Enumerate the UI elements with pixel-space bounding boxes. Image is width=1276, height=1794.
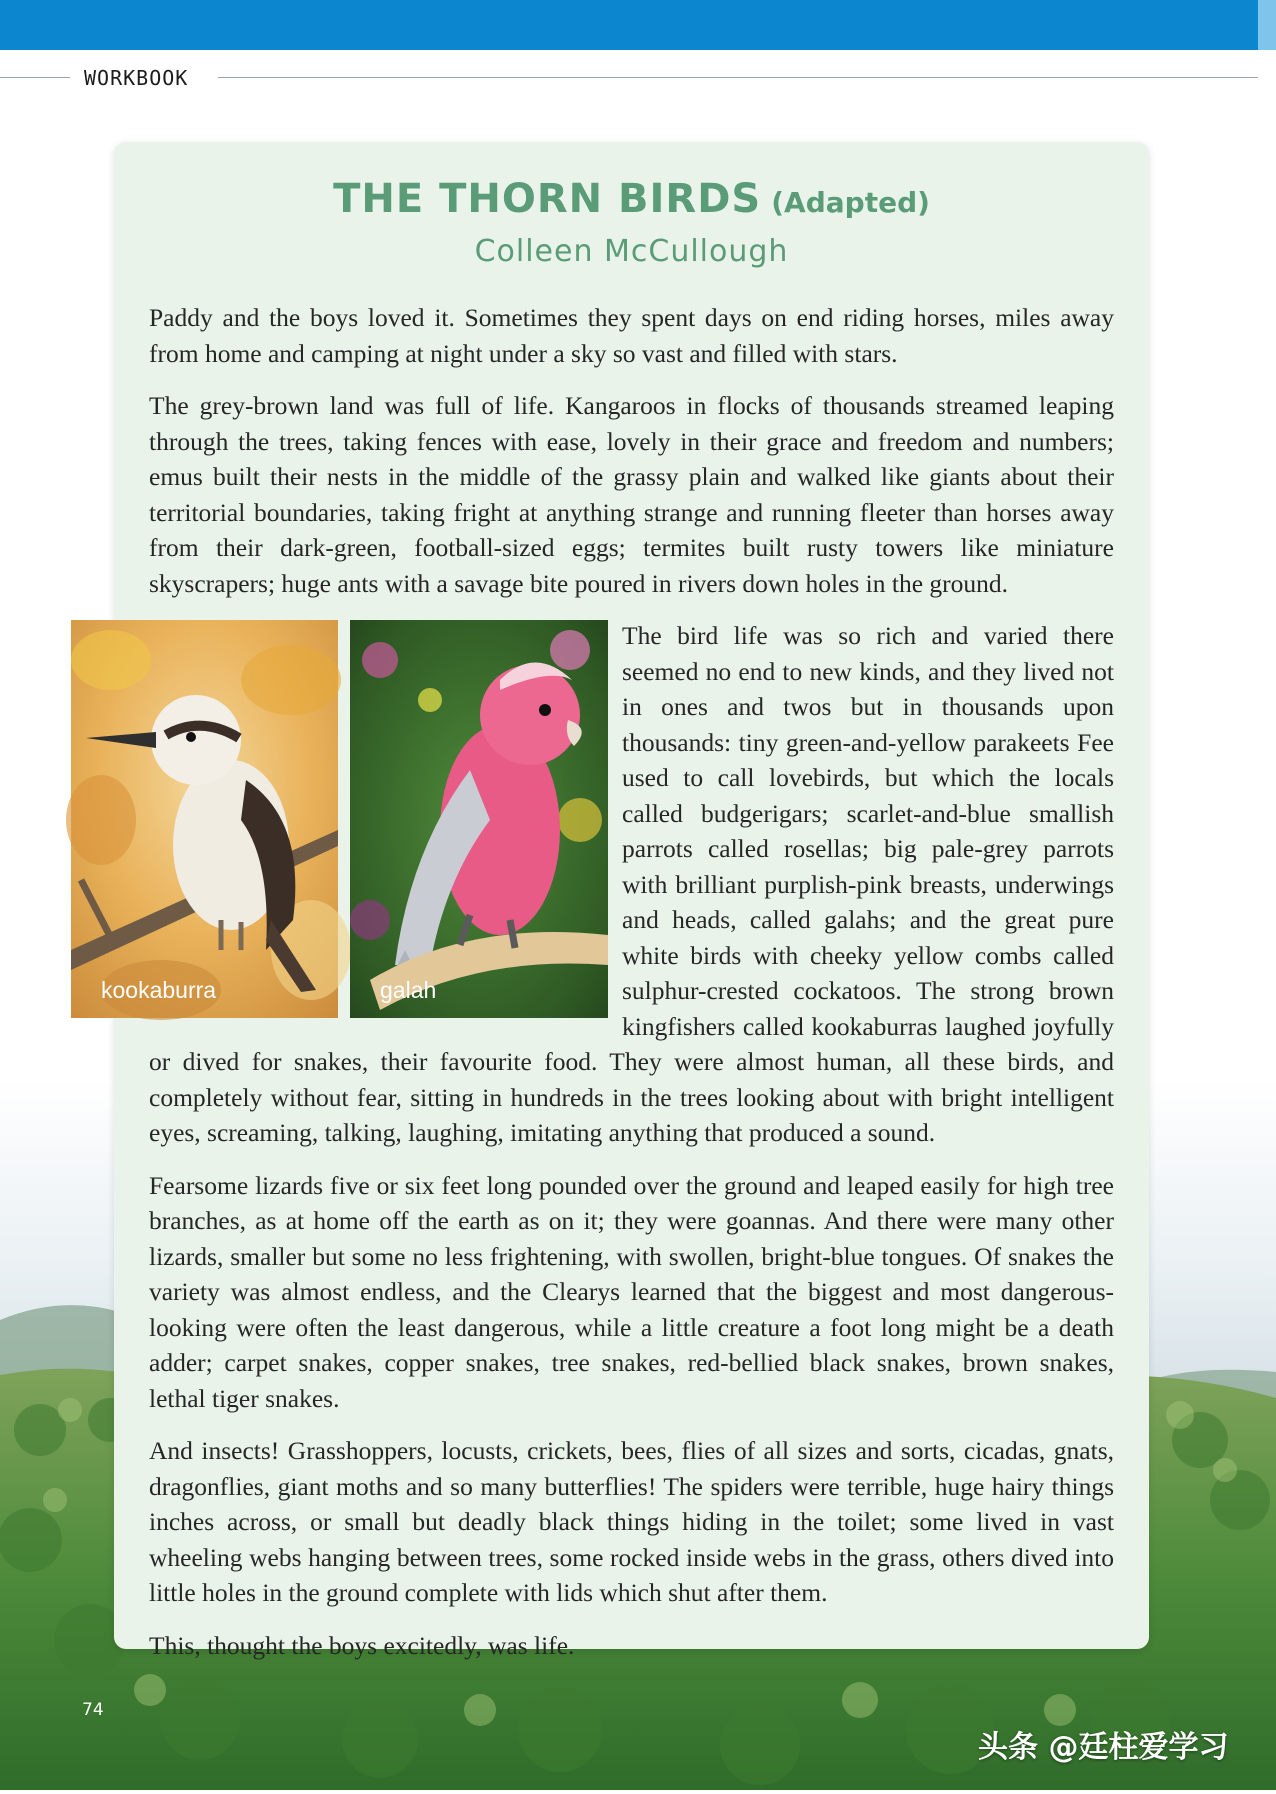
top-accent-bar [0,0,1258,50]
galah-label: galah [380,976,437,1003]
story-card [101,142,1149,1660]
header-rule-left [0,77,70,78]
story-title [114,176,1149,222]
paragraph-4: Fearsome lizards five or six feet long pounded over the ground and leaped easily for high tree branches, as at home off the earth as on it; they were goannas. And there were many other lizards, smaller but some no less frightening, with swollen, bright-blue tongues. Of snakes the variety was almost endless, and the Clearys learned that the biggest and most dangerous-looking were often the least dangerous, while a little creature a foot long might be a death adder; carpet snakes, copper snakes, tree snakes, red-bellied black snakes, brown snakes, lethal tiger snakes. [149,1170,1114,1413]
top-accent-bar-edge [1258,0,1276,50]
kookaburra-photo [71,620,338,1018]
workbook-label: WORKBOOK [84,66,189,90]
story-body [101,300,1114,1680]
header-rule-right [218,77,1258,78]
paragraph-3: The bird life was so rich and varied there seemed no end to new kinds, and they lived not in ones and twos but in thousands upon thousands: tiny green-and-yellow parakeets Fee used to call lovebirds, but which the locals called budgerigars; scarlet-and-blue smallish parrots called rosellas; big pale-grey parrots with brilliant purplish-pink breasts, underwings and heads, called galahs; and the great pure white birds with cheeky yellow combs called sulphur-crested cockatoos. The strong brown kingfishers called kookaburras laughed joyfully or dived for snakes, their favourite food. They were almost human, all these birds, and completely without fear, sitting in hundreds in the trees looking about with bright intelligent eyes, screaming, talking, laughing, imitating anything that produced a sound. [149,621,1114,1147]
paragraph-5: And insects! Grasshoppers, locusts, crickets, bees, flies of all sizes and sorts, cicadas, gnats, dragonflies, giant moths and so many butterflies! The spiders were terrible, huge hairy things inches across, or small but deadly black things hiding in the toilet; some lived in vast wheeling webs hanging between trees, some rocked inside webs in the grass, others dived into little holes in the ground complete with lids which shut after them. [149,1436,1114,1607]
kookaburra-illustration [71,620,338,1018]
galah-photo [350,620,608,1018]
paragraph-6: This, thought the boys excitedly, was life. [149,1630,575,1660]
story-author: Colleen McCullough [474,234,789,269]
title-main: THE THORN BIRDS [333,176,762,222]
paragraph-2: The grey-brown land was full of life. Kangaroos in flocks of thousands streamed leaping through the trees, taking fences with ease, lovely in their grace and freedom and numbers; emus built their nests in the middle of the grassy plain and walked like giants about their territorial boundaries, taking fright at anything strange and running fleeter than horses away from their dark-green, football-sized eggs; termites built rusty towers like miniature skyscrapers; huge ants with a savage bite poured in rivers down holes in the ground. [149,391,1114,598]
kookaburra-label: kookaburra [101,976,217,1003]
paragraph-1: Paddy and the boys loved it. Sometimes they spent days on end riding horses, miles away from home and camping at night under a sky so vast and filled with stars. [149,303,1114,368]
page-number: 74 [82,1700,104,1720]
galah-illustration [350,620,608,1018]
watermark-text: 头条 @廷柱爱学习 [978,1730,1229,1765]
title-note: (Adapted) [771,186,930,219]
bird-images [71,618,608,1018]
